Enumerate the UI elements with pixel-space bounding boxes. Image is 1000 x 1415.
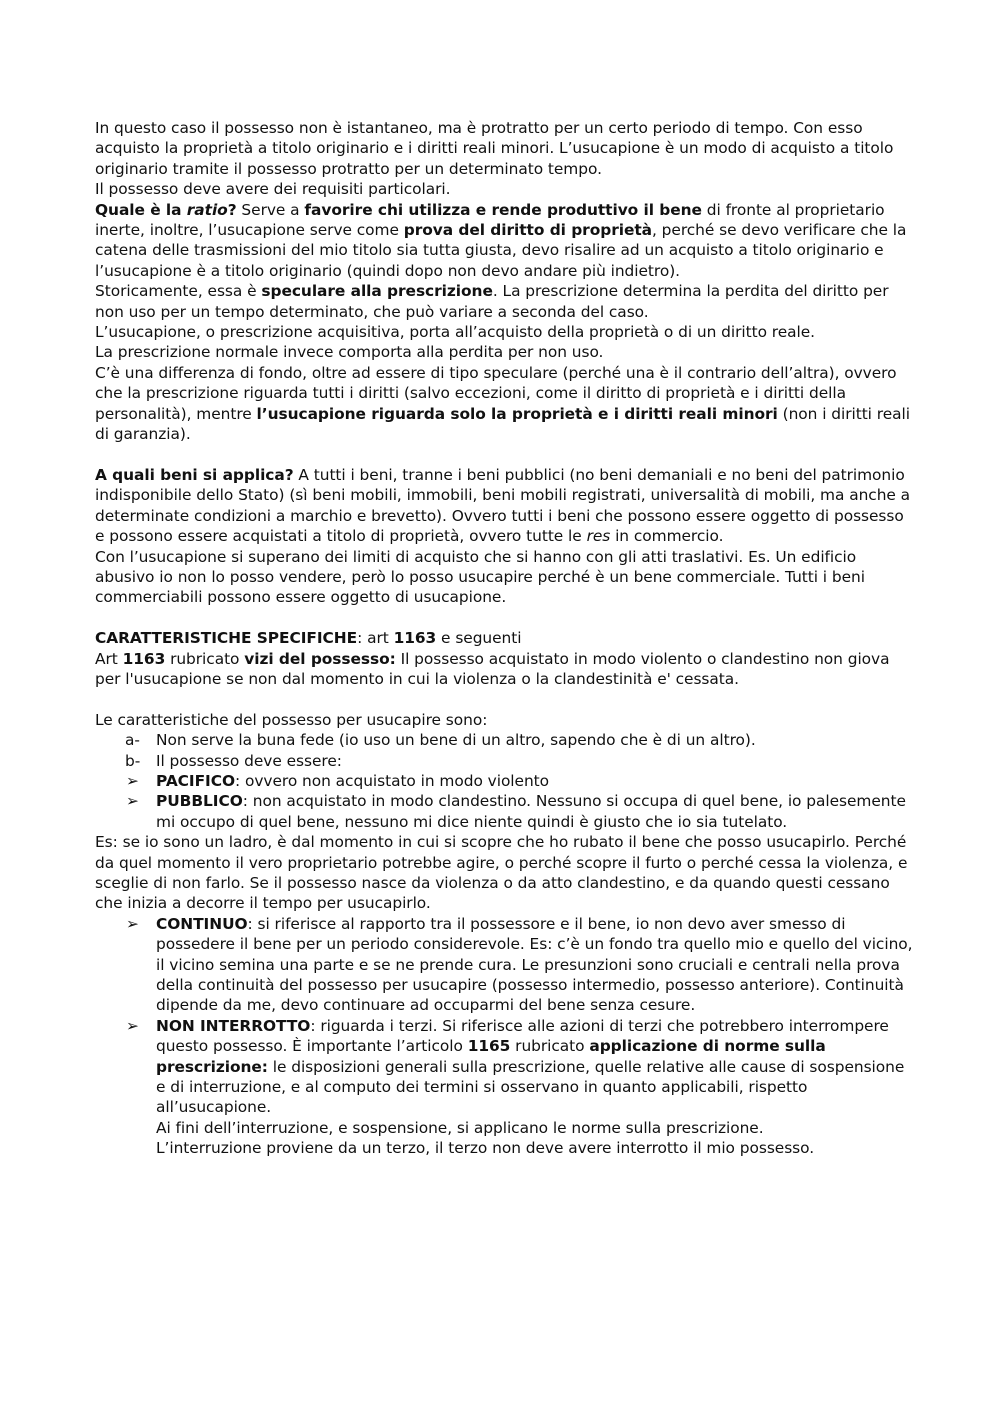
terzo-note: L’interruzione proviene da un terzo, il terzo non deve avere interrotto il mio possesso. — [156, 1139, 815, 1158]
caratteristiche-lead: Le caratteristiche del possesso per usucapire sono: — [95, 710, 488, 729]
intro-paragraph: In questo caso il possesso non è istantaneo, ma è protratto per un certo periodo di tempo. Con esso acquisto la proprietà a titolo originario e i diritti reali minori. L’usucapione è un modo di acquisto a titolo originario tramite il possesso protratto per un determinato tempo. — [95, 119, 894, 178]
beni-question: A quali beni si applica? — [95, 465, 294, 484]
intro-requisiti: Il possesso deve avere dei requisiti particolari. — [95, 180, 451, 199]
usucapione-definition: L’usucapione, o prescrizione acquisitiva, porta all’acquisto della proprietà o di un diritto reale. — [95, 323, 816, 342]
storia-paragraph: Storicamente, essa è speculare alla prescrizione. La prescrizione determina la perdita del diritto per non uso per un tempo determinato, che può variare a seconda del caso. — [95, 282, 889, 321]
beni-paragraph: A quali beni si applica? A tutti i beni, tranne i beni pubblici (no beni demaniali e no beni del patrimonio indisponibile dello Stato) (sì beni mobili, immobili, beni mobili registrati, universalità di mobili, ma anche a determinate condizioni a marchio e brevetto). Ovvero tutti i beni che possono essere oggetto di possesso e possono essere acquistati a titolo di proprietà, ovvero tutte le res in commercio. — [95, 465, 911, 546]
interruzione-note: Ai fini dell’interruzione, e sospensione, si applicano le norme sulla prescrizione. — [156, 1118, 764, 1137]
arrow-bullet-icon: ➢ — [126, 792, 139, 811]
section-heading: CARATTERISTICHE SPECIFICHE: art 1163 e seguenti — [95, 629, 522, 648]
art-1163-paragraph: Art 1163 rubricato vizi del possesso: Il possesso acquistato in modo violento o clandestino non giova per l'usucapione se non dal momento in cui la violenza o la clandestinità e' cessata. — [95, 649, 890, 688]
limiti-paragraph: Con l’usucapione si superano dei limiti di acquisto che si hanno con gli atti traslativi. Es. Un edificio abusivo io non lo posso vendere, però lo posso usucapire perché è un bene commerciale. Tutti i beni commerciabili possono essere oggetto di usucapione. — [95, 547, 865, 607]
ratio-paragraph: Quale è la ratio? Serve a favorire chi utilizza e rende produttivo il bene di fronte al proprietario inerte, inoltre, l’usucapione serve come prova del diritto di proprietà, perché se devo verificare che la catena delle trasmissioni del mio titolo sia tutta giusta, devo risalire ad un acquisto a titolo originario e l’usucapione è a titolo originario (quindi dopo non devo andare più indietro). — [95, 200, 907, 280]
list-marker: b- — [125, 751, 141, 770]
bullet-item-pubblico: ➢ PUBBLICO: non acquistato in modo clandestino. Nessuno si occupa di quel bene, io palesemente mi occupo di quel bene, nessuno mi dice niente quindi è giusto che io sia tutelato. — [95, 791, 915, 832]
bullet-item-non-interrotto: ➢ NON INTERROTTO: riguarda i terzi. Si riferisce alle azioni di terzi che potrebbero interrompere questo possesso. È importante l’articolo 1165 rubricato applicazione di norme sulla prescrizione: le disposizioni generali sulla prescrizione, quelle relative alle cause di sospensione e di interruzione, e al computo dei termini si osservano in quanto applicabili, rispetto all’usucapione. — [95, 1016, 915, 1118]
arrow-bullet-icon: ➢ — [126, 914, 139, 933]
esempio-ladro: Es: se io sono un ladro, è dal momento in cui si scopre che ho rubato il bene che posso usucapirlo. Perché da quel momento il vero proprietario potrebbe agire, o perché scopre il furto o perché cessa la violenza, e sceglie di non farlo. Se il possesso nasce da violenza o da atto clandestino, e da quando questi cessano che inizia a decorre il tempo per usucapirlo. — [95, 833, 908, 913]
list-item: b- Il possesso deve essere: — [95, 751, 915, 771]
ratio-question: Quale è la ratio? — [95, 200, 237, 219]
document-page — [95, 118, 915, 1159]
bullet-item-pacifico: ➢ PACIFICO: ovvero non acquistato in modo violento — [95, 771, 915, 791]
prescrizione-normale: La prescrizione normale invece comporta alla perdita per non uso. — [95, 343, 604, 362]
bullet-item-continuo: ➢ CONTINUO: si riferisce al rapporto tra il possessore e il bene, io non devo aver smesso di possedere il bene per un periodo considerevole. Es: c’è un fondo tra quello mio e quello del vicino, il vicino semina una parte e se ne prende cura. Le presunzioni sono cruciali e centrali nella prova della continuità del possesso per usucapire (possesso intermedio, possesso anteriore). Continuità dipende da me, devo continuare ad occuparmi del bene senza cesure. — [95, 914, 915, 1016]
list-item: a- Non serve la buna fede (io uso un bene di un altro, sapendo che è di un altro). — [95, 730, 915, 750]
arrow-bullet-icon: ➢ — [126, 1016, 139, 1035]
arrow-bullet-icon: ➢ — [126, 771, 139, 790]
differenza-paragraph: C’è una differenza di fondo, oltre ad essere di tipo speculare (perché una è il contrario dell’altra), ovvero che la prescrizione riguarda tutti i diritti (salvo eccezioni, come il diritto di proprietà e i diritti della personalità), mentre l’usucapione riguarda solo la proprietà e i diritti reali minori (non i diritti reali di garanzia). — [95, 363, 910, 444]
list-marker: a- — [125, 731, 140, 750]
